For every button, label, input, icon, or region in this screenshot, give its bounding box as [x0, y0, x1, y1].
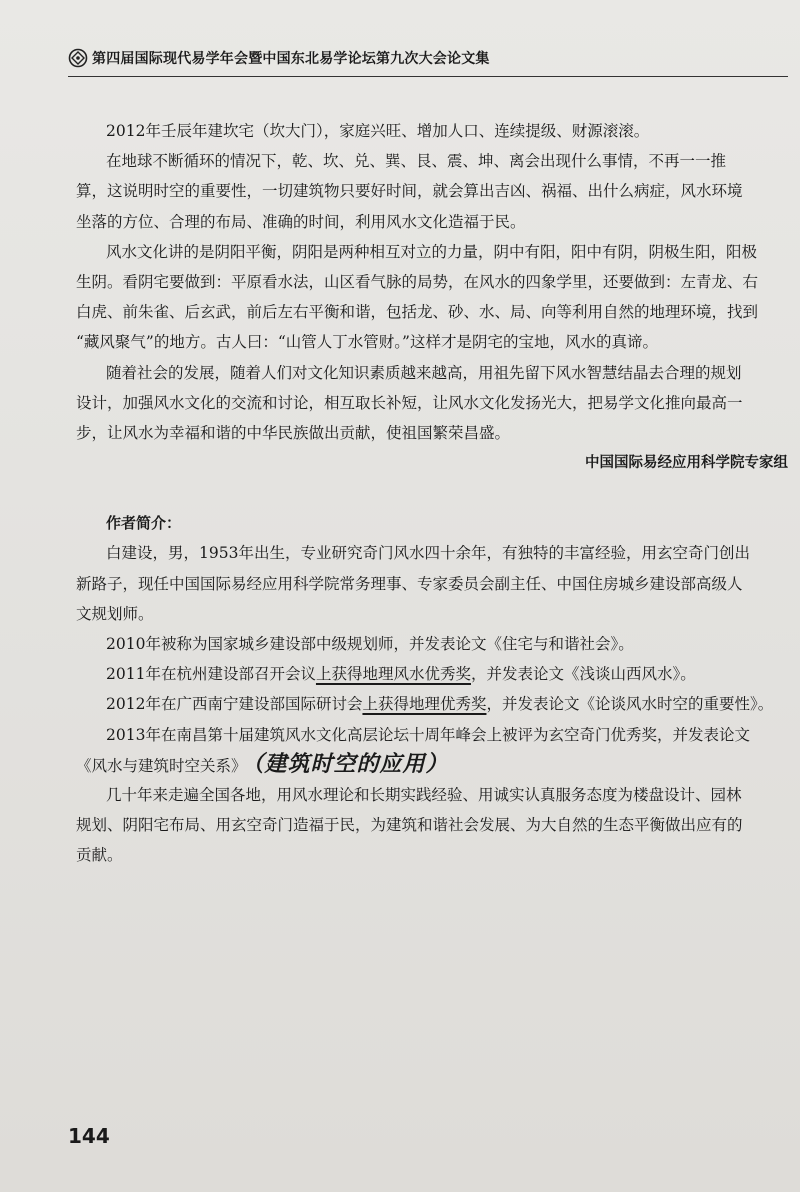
bio-2013-title: 《风水与建筑时空关系》	[76, 756, 247, 775]
bio-line-2010: 2010年被称为国家城乡建设部中级规划师，并发表论文《住宅与和谐社会》。	[106, 635, 634, 653]
bio-line-2011	[76, 659, 788, 689]
bio-2012-text: 2012年在广西南宁建设部国际研讨会	[106, 695, 363, 714]
section-gap	[76, 478, 788, 508]
article-signature: 中国国际易经应用科学院专家组	[585, 455, 788, 472]
bio-line-2013-cont	[76, 750, 788, 780]
article-line: 在地球不断循环的情况下，乾、坎、兑、巽、艮、震、坤、离会出现什么事情，不再一一推	[106, 152, 727, 171]
page-body	[76, 116, 788, 871]
article-line: 白虎、前朱雀、后玄武，前后左右平衡和谐，包括龙、砂、水、局、向等利用自然的地理环境，找到	[76, 303, 759, 322]
handwritten-note: （建筑时空的应用）	[252, 751, 449, 777]
page-number: 144	[68, 1124, 110, 1148]
article-line: 步，让风水为幸福和谐的中华民族做出贡献，使祖国繁荣昌盛。	[76, 423, 511, 442]
bio-closing-line: 贡献。	[76, 846, 123, 865]
header-emblem-icon	[68, 48, 88, 68]
article-line: 风水文化讲的是阴阳平衡，阴阳是两种相互对立的力量，阴中有阳，阳中有阴，阴极生阳，阳极	[106, 242, 758, 261]
bio-line-2012	[76, 689, 788, 719]
article-line: 生阴。看阴宅要做到：平原看水法，山区看气脉的局势，在风水的四象学里，还要做到：左青龙、右	[76, 272, 759, 291]
bio-closing-line: 几十年来走遍全国各地，用风水理论和长期实践经验、用诚实认真服务态度为楼盘设计、园林	[106, 785, 742, 804]
bio-2012-underlined: 上获得地理优秀奖	[362, 695, 487, 714]
article-line: 设计，加强风水文化的交流和讨论，相互取长补短，让风水文化发扬光大，把易学文化推向最高一	[76, 393, 743, 412]
bio-2011-text-end: ，并发表论文《浅谈山西风水》。	[470, 665, 696, 684]
bio-line: 文规划师。	[76, 604, 154, 623]
bio-line: 白建设，男，1953年出生，专业研究奇门风水四十余年，有独特的丰富经验，用玄空奇门创出	[106, 544, 750, 563]
header-rule	[68, 76, 788, 77]
bio-line-2013: 2013年在南昌第十届建筑风水文化高层论坛十周年峰会上被评为玄空奇门优秀奖，并发表论文	[106, 725, 750, 744]
running-header	[68, 44, 788, 80]
article-line: 算，这说明时空的重要性，一切建筑物只要好时间，就会算出吉凶、祸福、出什么病症，风水环境	[76, 182, 743, 201]
bio-2011-text: 2011年在杭州建设部召开会议	[106, 665, 316, 684]
bio-2012-text-end: ，并发表论文《论谈风水时空的重要性》。	[486, 695, 774, 714]
bio-line: 新路子，现任中国国际易经应用科学院常务理事、专家委员会副主任、中国住房城乡建设部高级人	[76, 574, 743, 593]
article-line: “藏风聚气”的地方。古人曰：“山管人丁水管财。”这样才是阴宅的宝地，风水的真谛。	[76, 333, 658, 352]
header-title: 第四届国际现代易学年会暨中国东北易学论坛第九次大会论文集	[92, 51, 490, 67]
article-line: 坐落的方位、合理的布局、准确的时间，利用风水文化造福于民。	[76, 212, 526, 231]
bio-heading: 作者简介：	[106, 514, 182, 533]
bio-closing-line: 规划、阴阳宅布局、用玄空奇门造福于民，为建筑和谐社会发展、为大自然的生态平衡做出应有的	[76, 816, 743, 835]
article-line: 随着社会的发展，随着人们对文化知识素质越来越高，用祖先留下风水智慧结晶去合理的规划	[106, 363, 742, 382]
article-line: 2012年壬辰年建坎宅（坎大门），家庭兴旺、增加人口、连续提级、财源滚滚。	[106, 122, 650, 140]
bio-2011-underlined: 上获得地理风水优秀奖	[315, 665, 471, 684]
